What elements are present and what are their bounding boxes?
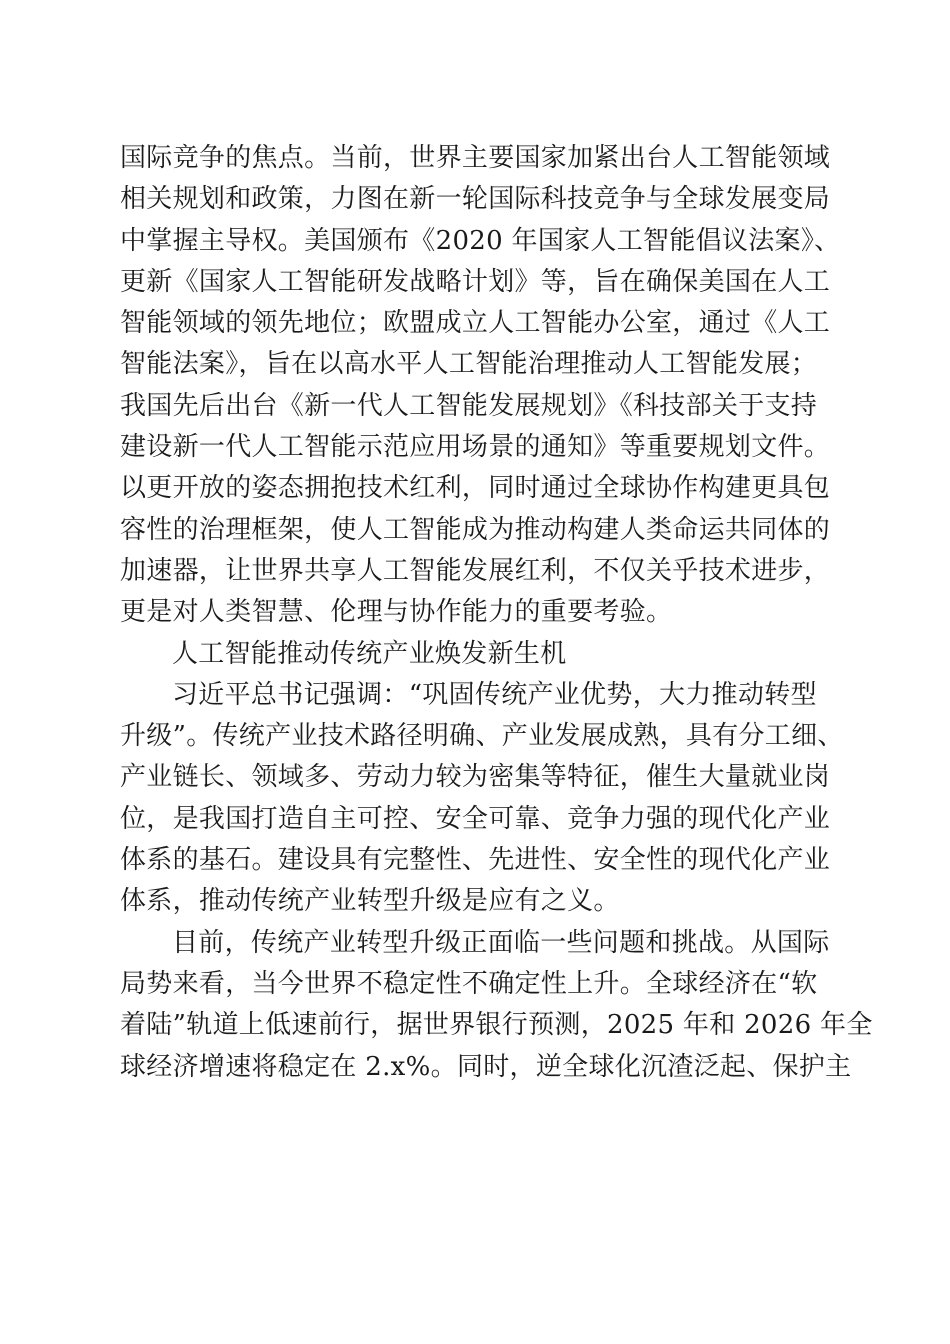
text-line: 容性的治理框架，使人工智能成为推动构建人类命运共同体的	[120, 514, 831, 545]
text-line: 产业链长、领域多、劳动力较为密集等特征，催生大量就业岗	[120, 762, 831, 793]
text-line: 建设新一代人工智能示范应用场景的通知》等重要规划文件。	[120, 432, 831, 463]
text-line: 升级”。传统产业技术路径明确、产业发展成熟，具有分工细、	[120, 721, 844, 752]
text-line: 加速器，让世界共享人工智能发展红利，不仅关乎技术进步，	[120, 555, 831, 586]
text-line: 更新《国家人工智能研发战略计划》等，旨在确保美国在人工	[120, 266, 831, 297]
text-line: 体系的基石。建设具有完整性、先进性、安全性的现代化产业	[120, 845, 831, 876]
text-line: 体系，推动传统产业转型升级是应有之义。	[120, 886, 620, 917]
text-line: 相关规划和政策，力图在新一轮国际科技竞争与全球发展变局	[120, 184, 831, 215]
text-line: 球经济增速将稳定在 2.x%。同时，逆全球化沉渣泛起、保护主	[120, 1051, 852, 1082]
text-line: 更是对人类智慧、伦理与协作能力的重要考验。	[120, 597, 673, 628]
text-line: 以更开放的姿态拥抱技术红利，同时通过全球协作构建更具包	[120, 473, 831, 504]
text-line: 智能领域的领先地位；欧盟成立人工智能办公室，通过《人工	[120, 308, 831, 339]
text-line: 位，是我国打造自主可控、安全可靠、竞争力强的现代化产业	[120, 803, 831, 834]
text-line: 国际竞争的焦点。当前，世界主要国家加紧出台人工智能领域	[120, 143, 831, 173]
text-line: 习近平总书记强调：“巩固传统产业优势，大力推动转型	[172, 679, 817, 710]
text-line: 我国先后出台《新一代人工智能发展规划》《科技部关于支持	[120, 390, 818, 421]
text-line: 智能法案》，旨在以高水平人工智能治理推动人工智能发展；	[120, 349, 818, 380]
text-line: 人工智能推动传统产业焕发新生机	[172, 638, 567, 669]
text-line: 中掌握主导权。美国颁布《2020 年国家人工智能倡议法案》、	[120, 225, 841, 256]
text-line: 目前，传统产业转型升级正面临一些问题和挑战。从国际	[172, 927, 830, 958]
text-line: 着陆”轨道上低速前行，据世界银行预测，2025 年和 2026 年全	[120, 1010, 873, 1041]
document-body	[120, 138, 873, 1088]
text-line: 局势来看，当今世界不稳定性不确定性上升。全球经济在“软	[120, 968, 818, 999]
